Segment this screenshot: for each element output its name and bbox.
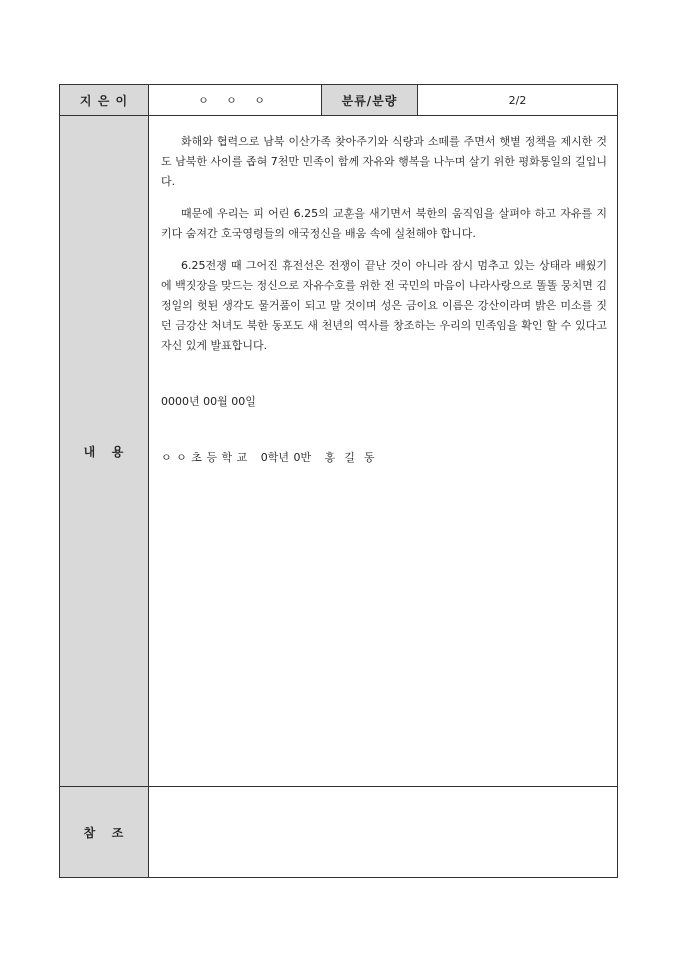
date-line: 0000년 00월 00일 bbox=[161, 395, 256, 408]
signature-line: ㅇ ㅇ 초 등 학 교 0학년 0반 홍 길 동 bbox=[161, 451, 375, 464]
content-row bbox=[60, 116, 618, 787]
content-cell bbox=[149, 116, 618, 787]
author-value: ㅇ ㅇ ㅇ bbox=[149, 85, 322, 116]
reference-label: 참 조 bbox=[60, 787, 149, 878]
reference-row bbox=[60, 787, 618, 878]
category-label: 분류/분량 bbox=[322, 85, 418, 116]
author-label: 지 은 이 bbox=[60, 85, 149, 116]
paragraph-2: 때문에 우리는 피 어린 6.25의 교훈을 새기면서 북한의 움직임을 살펴야 하고 자유를 지키다 숨져간 호국영령들의 애국정신을 배움 속에 실천해야 합니다. bbox=[161, 207, 607, 240]
paragraph-1: 화해와 협력으로 남북 이산가족 찾아주기와 식량과 소떼를 주면서 햇볕 정책을 제시한 것도 남북한 사이를 좁혀 7천만 민족이 함께 자유와 행복을 나누며 살기 위한 평화통일의 길입니다. bbox=[161, 135, 607, 188]
essay-form-table bbox=[59, 84, 618, 878]
header-row bbox=[60, 85, 618, 116]
category-value: 2/2 bbox=[418, 85, 618, 116]
content-body bbox=[149, 116, 617, 468]
content-label: 내 용 bbox=[60, 116, 149, 787]
reference-value bbox=[149, 787, 618, 878]
paragraph-3: 6.25전쟁 때 그어진 휴전선은 전쟁이 끝난 것이 아니라 잠시 멈추고 있는 상태라 배웠기에 백짓장을 맞드는 정신으로 자유수호를 위한 전 국민의 마음이 나라사랑으로 똘똘 뭉치면 김정일의 헛된 생각도 물거품이 되고 말 것이며 성은 금이요 이름은 강산이라며 밝은 미소를 짓던 금강산 처녀도 북한 동포도 새 천년의 역사를 창조하는 우리의 민족임을 확인 할 수 있다고 자신 있게 발표합니다. bbox=[161, 259, 607, 352]
